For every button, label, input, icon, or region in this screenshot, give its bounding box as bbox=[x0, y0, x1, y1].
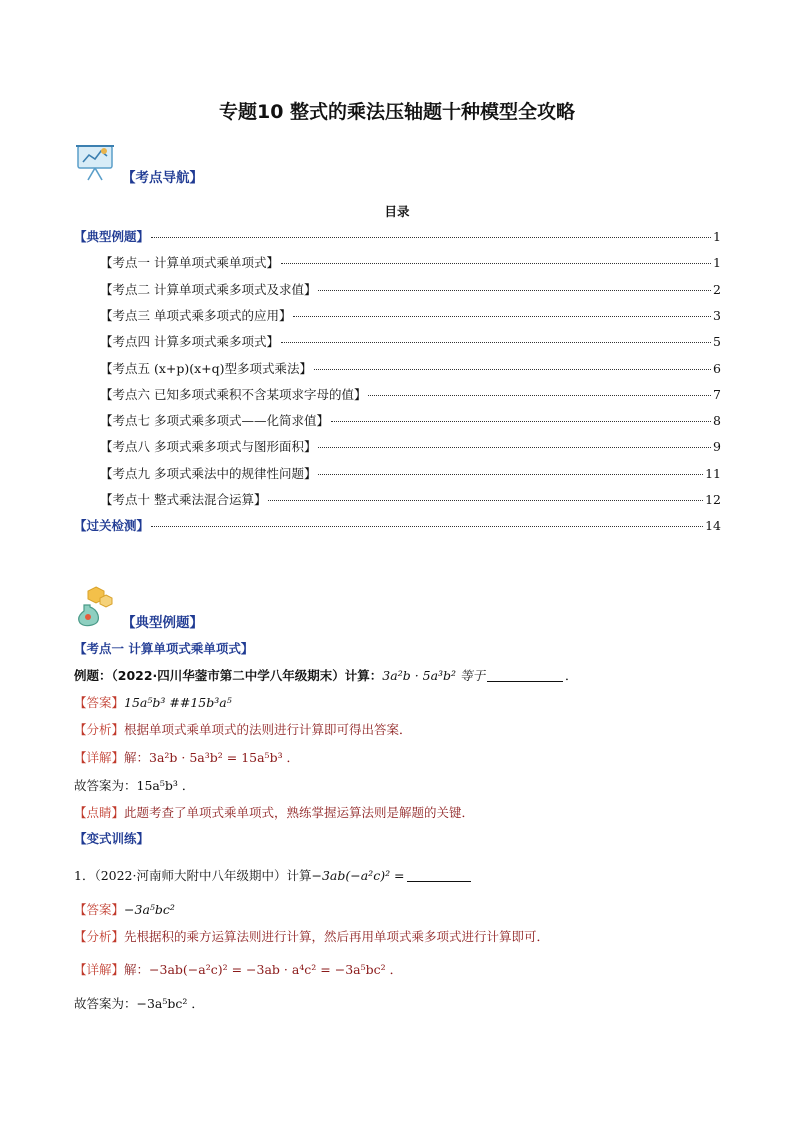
toc-entry-page: 14 bbox=[705, 518, 721, 534]
toc-leader-dots bbox=[318, 474, 703, 475]
toc-entry[interactable] bbox=[100, 464, 721, 484]
toc-entry[interactable] bbox=[100, 437, 721, 457]
toc-entry-label: 【过关检测】 bbox=[74, 518, 150, 534]
toc-entry-label: 【考点三 单项式乘多项式的应用】 bbox=[100, 307, 292, 323]
toc-entry-page: 6 bbox=[713, 360, 721, 376]
q1-analysis-tag: 【分析】 bbox=[74, 929, 125, 944]
toc-entry-label: 【典型例题】 bbox=[74, 229, 150, 244]
toc-entry-page: 2 bbox=[713, 281, 721, 297]
analysis-line bbox=[74, 720, 412, 740]
detail-tag: 【详解】 bbox=[74, 750, 125, 765]
detail-line bbox=[74, 748, 299, 768]
toc-entry-label: 【考点四 计算多项式乘多项式】 bbox=[100, 334, 279, 350]
toc-entry-label: 【考点一 计算单项式乘单项式】 bbox=[100, 255, 279, 271]
comment-line bbox=[74, 803, 474, 823]
toc-leader-dots bbox=[318, 447, 711, 448]
analysis-text: 根据单项式乘单项式的法则进行计算即可得出答案． bbox=[124, 722, 412, 737]
toc-entry[interactable] bbox=[100, 280, 721, 300]
example-end: ． bbox=[565, 668, 578, 683]
q1-question bbox=[74, 866, 473, 886]
presentation-board-icon bbox=[74, 140, 118, 184]
q1-answer-tag: 【答案】 bbox=[74, 902, 125, 917]
analysis-tag: 【分析】 bbox=[74, 722, 125, 737]
variant-heading: 【变式训练】 bbox=[74, 831, 150, 846]
nav-section-header bbox=[74, 140, 203, 184]
comment-tag: 【点睛】 bbox=[74, 805, 125, 820]
q1-detail-tag: 【详解】 bbox=[74, 962, 125, 977]
conclusion-line: 故答案为：15a⁵b³ ． bbox=[74, 778, 195, 793]
answer-text: 15a⁵b³ ##15b³a⁵ bbox=[124, 695, 232, 710]
q1-analysis-line bbox=[74, 927, 549, 947]
toc-entry-page: 11 bbox=[705, 465, 721, 481]
toc-leader-dots bbox=[151, 237, 711, 238]
toc-entry-page: 8 bbox=[713, 413, 721, 429]
toc-entry-page: 12 bbox=[705, 492, 721, 507]
examples-label: 【典型例题】 bbox=[122, 615, 203, 631]
toc-entry-label: 【考点六 已知多项式乘积不含某项求字母的值】 bbox=[100, 386, 367, 402]
q1-conclusion-line: 故答案为：−3a⁵bc² ． bbox=[74, 996, 204, 1011]
toc-leader-dots bbox=[293, 316, 711, 317]
topic-heading: 【考点一 计算单项式乘单项式】 bbox=[74, 641, 254, 656]
toc-leader-dots bbox=[314, 369, 711, 370]
answer-blank bbox=[487, 681, 563, 682]
flask-icon bbox=[74, 585, 118, 627]
toc-entry[interactable] bbox=[100, 306, 721, 326]
toc-leader-dots bbox=[368, 395, 711, 396]
answer-line bbox=[74, 693, 232, 713]
examples-section-header bbox=[74, 585, 203, 631]
toc-entry-label: 【考点九 多项式乘法中的规律性问题】 bbox=[100, 465, 317, 481]
toc-entry-page: 3 bbox=[713, 307, 721, 323]
nav-label: 【考点导航】 bbox=[122, 170, 203, 186]
detail-text: 解：3a²b · 5a³b² = 15a⁵b³ ． bbox=[124, 750, 300, 765]
answer-tag: 【答案】 bbox=[74, 695, 125, 710]
toc-entry-page: 1 bbox=[713, 229, 721, 244]
toc-heading: 目录 bbox=[384, 204, 410, 219]
page-title: 专题10 整式的乘法压轴题十种模型全攻略 bbox=[218, 101, 576, 123]
toc-entry[interactable] bbox=[100, 359, 721, 379]
toc-entry-label: 【考点五 (x+p)(x+q)型多项式乘法】 bbox=[100, 360, 313, 376]
toc-leader-dots bbox=[281, 342, 711, 343]
comment-text: 此题考查了单项式乘单项式，熟练掌握运算法则是解题的关键． bbox=[124, 805, 475, 820]
toc-entry-page: 5 bbox=[713, 334, 721, 350]
toc-entry-label: 【考点二 计算单项式乘多项式及求值】 bbox=[100, 281, 317, 297]
toc-entry[interactable] bbox=[100, 385, 721, 405]
toc-entry[interactable] bbox=[74, 516, 721, 536]
toc-entry[interactable] bbox=[100, 332, 721, 352]
q1-analysis-text: 先根据积的乘方运算法则进行计算，然后再用单项式乘多项式进行计算即可． bbox=[124, 929, 550, 944]
toc-leader-dots bbox=[281, 263, 711, 264]
toc-entry-page: 9 bbox=[713, 439, 721, 455]
example-question bbox=[74, 666, 578, 686]
example-prefix: 例题：（2022·四川华蓥市第二中学八年级期末）计算： bbox=[74, 668, 383, 683]
toc-entry-label: 【考点八 多项式乘多项式与图形面积】 bbox=[100, 439, 317, 455]
toc-entry-page: 1 bbox=[713, 255, 721, 271]
toc-entry-label: 【考点十 整式乘法混合运算】 bbox=[100, 492, 267, 507]
toc-entry[interactable] bbox=[74, 227, 721, 247]
q1-expression: −3ab(−a²c)² = bbox=[311, 868, 405, 883]
toc-leader-dots bbox=[331, 421, 711, 422]
example-expression: 3a²b · 5a³b² 等于 bbox=[382, 668, 486, 683]
q1-detail-text: 解：−3ab(−a²c)² = −3ab · a⁴c² = −3a⁵bc² ． bbox=[124, 962, 403, 977]
toc-leader-dots bbox=[318, 290, 711, 291]
q1-answer-blank bbox=[407, 881, 471, 882]
toc-leader-dots bbox=[268, 500, 703, 501]
toc-entry[interactable] bbox=[100, 490, 721, 510]
toc-entry[interactable] bbox=[100, 253, 721, 273]
toc-entry[interactable] bbox=[100, 411, 721, 431]
toc-entry-label: 【考点七 多项式乘多项式——化简求值】 bbox=[100, 413, 329, 429]
q1-prefix: 1．（2022·河南师大附中八年级期中）计算 bbox=[74, 868, 312, 883]
q1-detail-line bbox=[74, 960, 402, 980]
toc-leader-dots bbox=[151, 526, 703, 527]
toc-entry-page: 7 bbox=[713, 386, 721, 402]
q1-answer-text: −3a⁵bc² bbox=[124, 902, 175, 917]
q1-answer-line bbox=[74, 900, 175, 920]
